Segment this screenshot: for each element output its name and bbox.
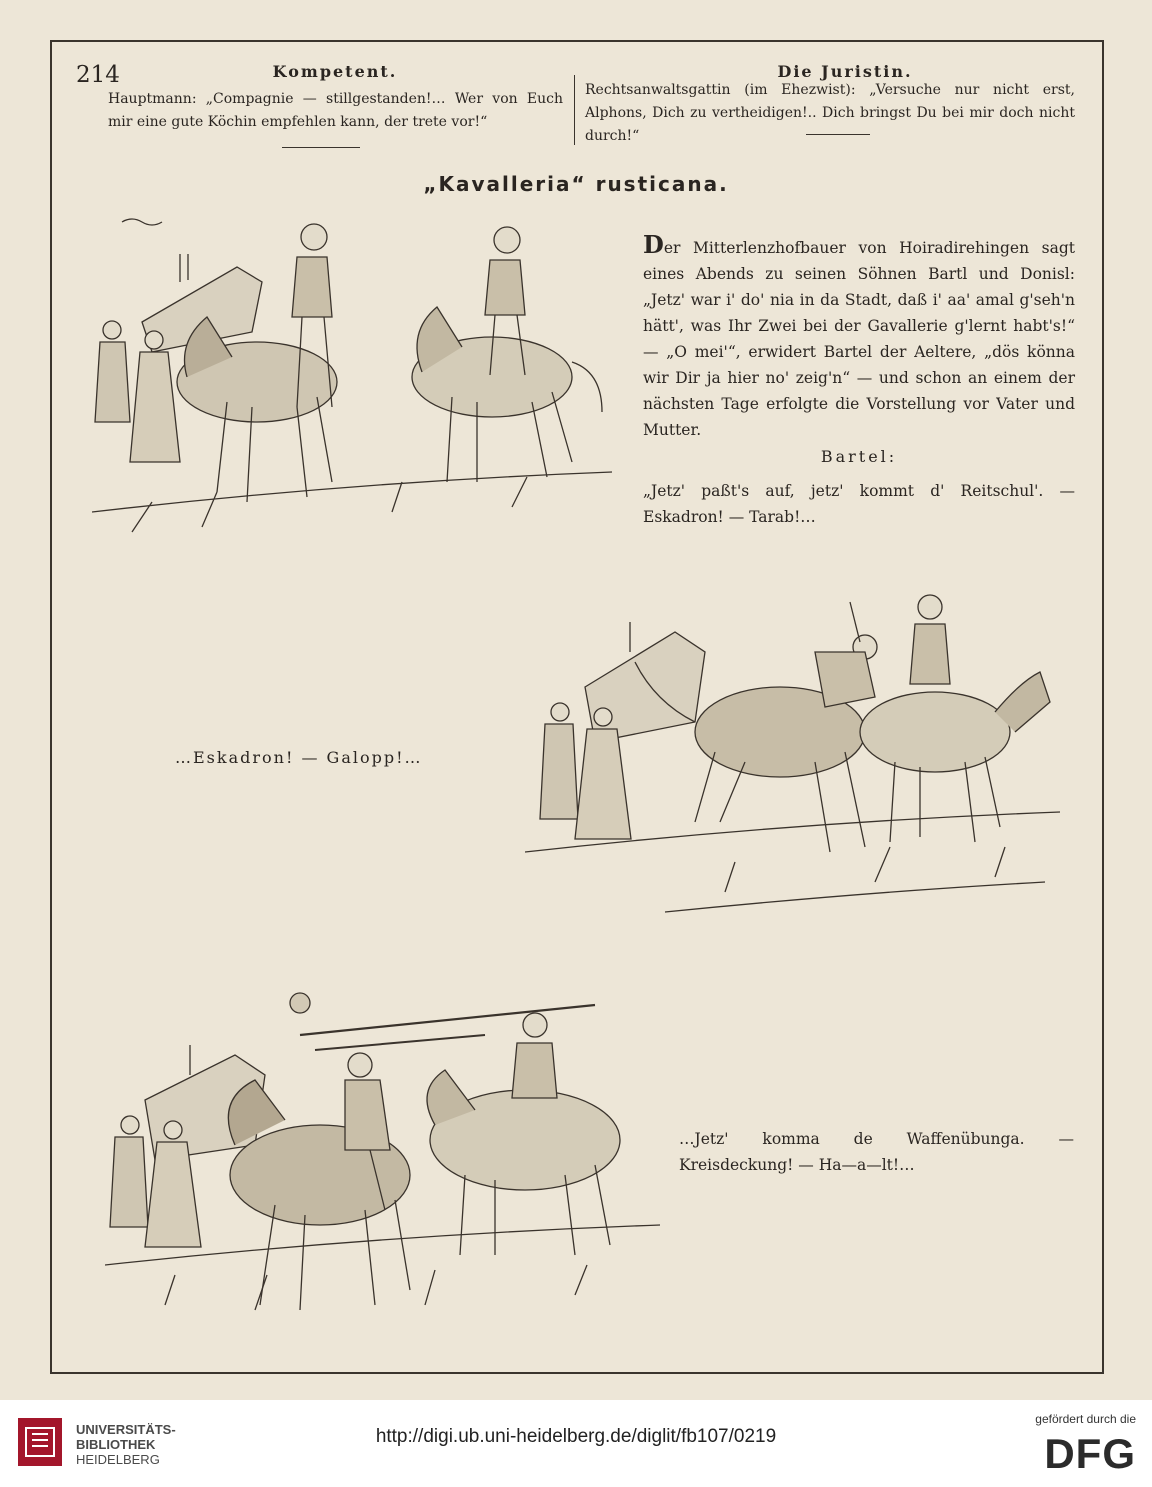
caption-galopp: …Eskadron! — Galopp!…: [175, 748, 423, 767]
permalink-url[interactable]: http://digi.ub.uni-heidelberg.de/diglit/fb107/0219: [375, 1426, 777, 1447]
illustration-riders-galloping: [525, 592, 1060, 917]
library-name-line-3: HEIDELBERG: [76, 1452, 160, 1467]
speaker-label: Bartel:: [820, 447, 898, 466]
funding-note: gefördert durch die: [1035, 1412, 1136, 1426]
library-name-line-1: UNIVERSITÄTS-: [76, 1422, 176, 1437]
article-intro-text: er Mitterlenzhofbauer von Hoiradirehingen sagt eines Abends zu seinen Söhnen Bartl und Donisl: „Jetz' war i' do' nia in da Stadt, daß i' aa' amal g'seh'n hätt', was Ihr Zwei bei der Gavallerie g'lernt habt's!“ — „O mei'“, erwidert Bartel der Aeltere, „dös könna wir Dir ja hier no' zeig'n“ — und schon an einem der nächsten Tage erfolgte die Vorstellung vor Vater und Mutter.: [643, 239, 1075, 439]
quote-reitschul: „Jetz' paßt's auf, jetz' kommt d' Reitschul'. — Eskadron! — Tarab!…: [643, 482, 1075, 526]
article-intro: [643, 232, 1075, 443]
right-column-body: Rechtsanwaltsgattin (im Ehezwist): „Versuche nur nicht erst, Alphons, Dich zu vertheidigen!.. Dich bringst Du bei mir doch nicht durch!“: [585, 82, 1075, 144]
caption-waffenuebung: …Jetz' komma de Waffenübunga. — Kreisdeckung! — Ha—a—lt!…: [679, 1130, 1074, 1174]
left-column-body: Hauptmann: „Compagnie — stillgestanden!… Wer von Euch mir eine gute Köchin empfehlen kann, der trete vor!“: [108, 91, 563, 130]
left-column-title: Kompetent.: [272, 62, 398, 81]
article-headline: „Kavalleria“ rusticana.: [423, 172, 729, 196]
right-column-end-rule: [806, 134, 870, 135]
right-column-title: Die Juristin.: [777, 62, 913, 81]
column-divider: [574, 75, 575, 145]
digitization-footer: [0, 1400, 1152, 1487]
library-name-line-2: BIBLIOTHEK: [76, 1437, 156, 1452]
left-column-end-rule: [282, 147, 360, 148]
page-number: 214: [76, 62, 120, 88]
illustration-riders-walking: [92, 212, 612, 547]
illustration-weapon-drill: [105, 975, 660, 1320]
dfg-logo: DFG: [1044, 1430, 1136, 1477]
drop-cap: D: [643, 230, 664, 259]
